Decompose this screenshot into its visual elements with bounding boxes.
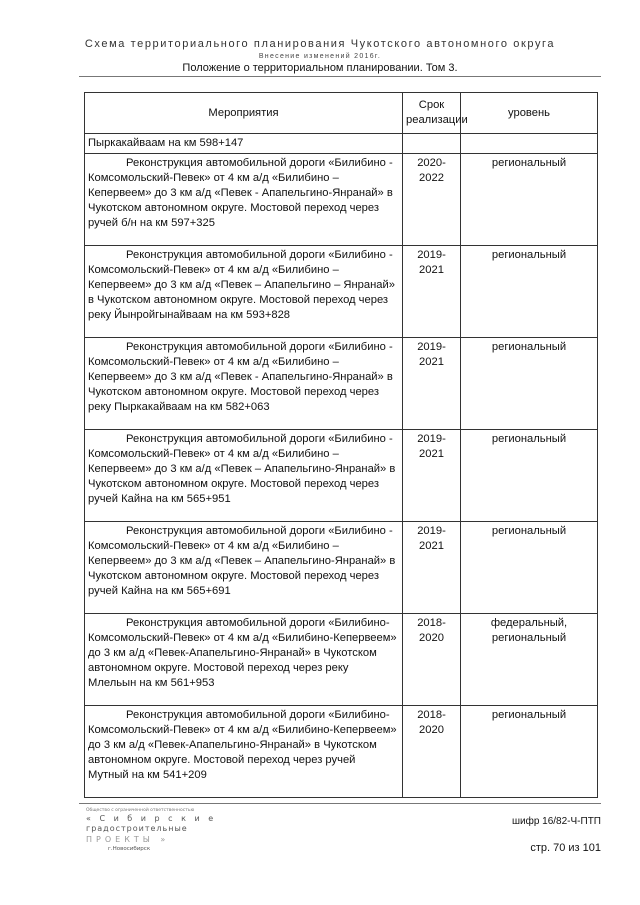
- period-cell: 2018-2020: [403, 614, 461, 706]
- document-cipher: шифр 16/82-Ч-ПТП: [511, 816, 601, 827]
- header-period: Срок реализации: [403, 93, 461, 134]
- logo-company-form: Общество с ограниченной ответственностью: [86, 808, 195, 813]
- table-row-continuation: [85, 134, 598, 154]
- measure-cell: Реконструкция автомобильной дороги «Билибино - Комсомольский-Певек» от 4 км а/д «Билибино – Кепервеем» до 3 км а/д «Певек – Апапельгино – Янранай» в Чукотском автономном округе. Мостовой переход через реку Йынройгынайваам на км 593+828: [85, 246, 403, 338]
- measure-cell: Реконструкция автомобильной дороги «Билибино-Комсомольский-Певек» от 4 км а/д «Билибино-Кепервеем» до 3 км а/д «Певек-Апапельгино-Янранай» в Чукотском автономном округе. Мостовой переход через реку Млельын на км 561+953: [85, 614, 403, 706]
- table-row: [85, 338, 598, 430]
- document-header-title: Схема территориального планирования Чукотского автономного округа: [84, 38, 556, 50]
- period-cell: 2019-2021: [403, 522, 461, 614]
- table-row: [85, 430, 598, 522]
- document-header-revision: Внесение изменений 2016г.: [258, 53, 382, 60]
- period-cell: 2019-2021: [403, 430, 461, 522]
- header-divider: [79, 76, 601, 77]
- period-cell: 2019-2021: [403, 246, 461, 338]
- table-header-row: [85, 93, 598, 134]
- logo-line-1: « С и б и р с к и е: [86, 814, 217, 823]
- level-cell: региональный: [461, 154, 598, 246]
- period-cell: 2019-2021: [403, 338, 461, 430]
- table-row: [85, 154, 598, 246]
- footer-divider: [79, 803, 601, 804]
- measure-cell: Реконструкция автомобильной дороги «Билибино-Комсомольский-Певек» от 4 км а/д «Билибино-Кепервеем» до 3 км а/д «Певек-Апапельгино-Янранай» в Чукотском автономном округе. Мостовой переход через ручей Мутный на км 541+209: [85, 706, 403, 798]
- level-cell: региональный: [461, 338, 598, 430]
- table-row: [85, 522, 598, 614]
- level-cell: региональный: [461, 522, 598, 614]
- continuation-level: [461, 134, 598, 154]
- measure-cell: Реконструкция автомобильной дороги «Билибино - Комсомольский-Певек» от 4 км а/д «Билибино – Кепервеем» до 3 км а/д «Певек – Апапельгино-Янранай» в Чукотском автономном округе. Мостовой переход через ручей Кайна на км 565+691: [85, 522, 403, 614]
- page-number: стр. 70 из 101: [530, 842, 601, 854]
- logo-line-3: ПРОЕКТЫ »: [86, 835, 170, 844]
- period-cell: 2018-2020: [403, 706, 461, 798]
- continuation-period: [403, 134, 461, 154]
- document-header-volume: Положение о территориальном планировании. Том 3.: [182, 62, 458, 74]
- level-cell: региональный: [461, 246, 598, 338]
- period-cell: 2020-2022: [403, 154, 461, 246]
- table-row: [85, 614, 598, 706]
- measures-table: [84, 92, 598, 798]
- header-measures: Мероприятия: [85, 93, 403, 134]
- header-level: уровень: [461, 93, 598, 134]
- company-logo: [86, 808, 246, 853]
- logo-line-2: градостроительные: [86, 824, 188, 833]
- level-cell: региональный: [461, 706, 598, 798]
- continuation-text: Пыркакайваам на км 598+147: [85, 134, 403, 154]
- measure-cell: Реконструкция автомобильной дороги «Билибино - Комсомольский-Певек» от 4 км а/д «Билибино – Кепервеем» до 3 км а/д «Певек - Апапельгино-Янранай» в Чукотском автономном округе. Мостовой переход через ручей б/н на км 597+325: [85, 154, 403, 246]
- table-row: [85, 246, 598, 338]
- measure-cell: Реконструкция автомобильной дороги «Билибино - Комсомольский-Певек» от 4 км а/д «Билибино – Кепервеем» до 3 км а/д «Певек – Апапельгино-Янранай» в Чукотском автономном округе. Мостовой переход через ручей Кайна на км 565+951: [85, 430, 403, 522]
- measure-cell: Реконструкция автомобильной дороги «Билибино - Комсомольский-Певек» от 4 км а/д «Билибино – Кепервеем» до 3 км а/д «Певек - Апапельгино-Янранай» в Чукотском автономном округе. Мостовой переход через реку Пыркакайваам на км 582+063: [85, 338, 403, 430]
- logo-city: г.Новосибирск: [108, 846, 151, 852]
- table-row: [85, 706, 598, 798]
- level-cell: региональный: [461, 430, 598, 522]
- level-cell: федеральный, региональный: [461, 614, 598, 706]
